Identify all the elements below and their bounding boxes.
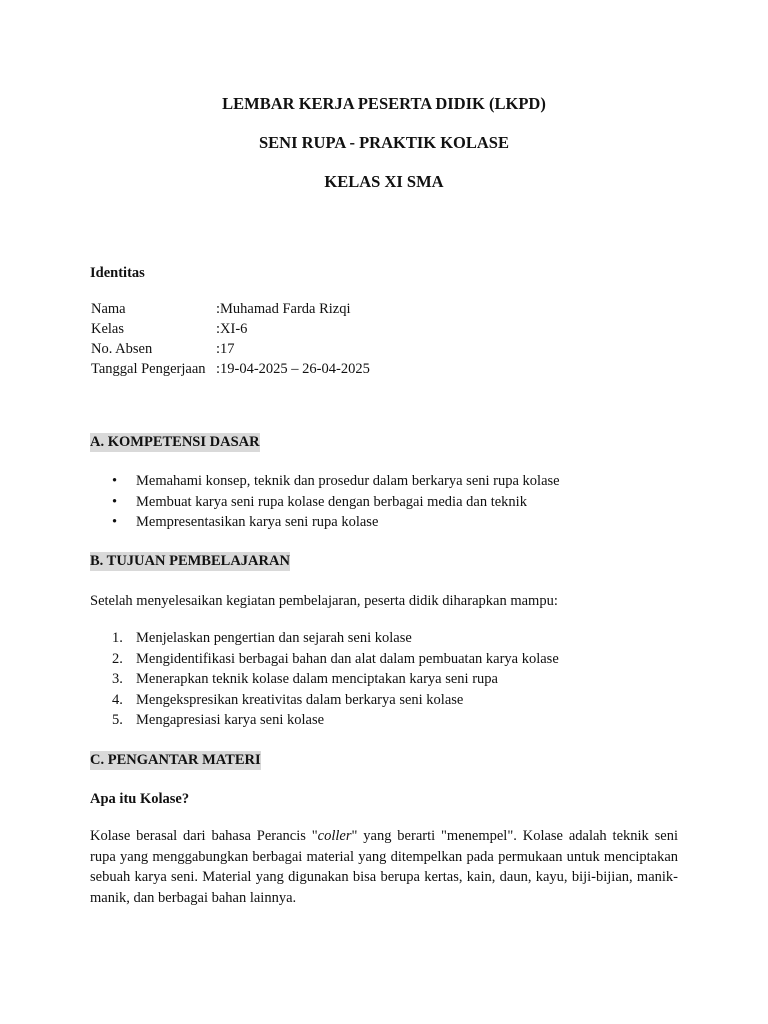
identitas-value: :19-04-2025 – 26-04-2025 [216, 361, 370, 377]
identitas-table [90, 299, 370, 379]
list-item-text: Menerapkan teknik kolase dalam menciptakan karya seni rupa [136, 671, 498, 687]
tujuan-list [90, 628, 559, 731]
identitas-row-kelas [90, 319, 370, 339]
paragraph-text-start: Kolase berasal dari bahasa Perancis " [90, 828, 318, 844]
list-item-text: Membuat karya seni rupa kolase dengan berbagai media dan teknik [136, 493, 527, 510]
kompetensi-list [90, 471, 560, 533]
identitas-row-tanggal [90, 359, 370, 379]
list-number: 4. [112, 691, 123, 708]
list-item-text: Mempresentasikan karya seni rupa kolase [136, 514, 379, 530]
section-b-heading [90, 551, 290, 571]
list-item [90, 492, 560, 513]
list-item [90, 512, 560, 533]
list-item [90, 710, 559, 731]
identitas-value: :17 [216, 341, 235, 357]
list-item-text: Mengekspresikan kreativitas dalam berkarya seni kolase [136, 691, 464, 708]
section-b-heading-text: B. TUJUAN PEMBELAJARAN [90, 553, 290, 569]
list-item [90, 471, 560, 492]
identitas-label: Tanggal Pengerjaan [91, 361, 206, 377]
list-item-text: Memahami konsep, teknik dan prosedur dalam berkarya seni rupa kolase [136, 473, 560, 489]
document-class-title: KELAS XI SMA [324, 172, 444, 191]
list-item [90, 628, 559, 649]
section-c-heading [90, 750, 261, 770]
list-item-text: Mengidentifikasi berbagai bahan dan alat dalam pembuatan karya kolase [136, 650, 559, 667]
identitas-value: :XI-6 [216, 321, 248, 337]
list-item [90, 649, 559, 670]
section-a-heading-text: A. KOMPETENSI DASAR [90, 434, 260, 450]
list-number: 1. [112, 630, 123, 646]
identitas-value: :Muhamad Farda Rizqi [216, 301, 351, 317]
kolase-subheading: Apa itu Kolase? [90, 791, 190, 807]
identitas-heading: Identitas [90, 265, 145, 281]
paragraph-italic-term: coller [317, 828, 352, 844]
bullet-icon: • [112, 493, 118, 510]
list-item [90, 669, 559, 690]
section-a-heading [90, 432, 260, 452]
list-item [90, 690, 559, 711]
list-number: 2. [112, 650, 123, 667]
paragraph-text-rest: " yang berarti "menempel". Kolase adalah teknik seni rupa yang menggabungkan berbagai material yang ditempelkan pada permukaan untuk menciptakan sebuah karya seni. Material yang digunakan bisa berupa kertas, kain, daun, kayu, biji-bijian, manik-manik, dan berbagai bahan lainnya. [90, 828, 678, 907]
identitas-row-nama [90, 299, 370, 319]
identitas-label: No. Absen [91, 341, 153, 357]
identitas-row-absen [90, 339, 370, 359]
tujuan-intro: Setelah menyelesaikan kegiatan pembelajaran, peserta didik diharapkan mampu: [90, 593, 558, 609]
identitas-label: Nama [91, 301, 126, 317]
list-number: 3. [112, 671, 123, 687]
section-c-heading-text: C. PENGANTAR MATERI [90, 752, 261, 768]
bullet-icon: • [112, 473, 118, 489]
kolase-paragraph [90, 826, 678, 909]
bullet-icon: • [112, 514, 118, 530]
list-item-text: Mengapresiasi karya seni kolase [136, 712, 325, 728]
document-title: LEMBAR KERJA PESERTA DIDIK (LKPD) [222, 94, 546, 113]
list-number: 5. [112, 712, 123, 728]
document-subtitle: SENI RUPA - PRAKTIK KOLASE [259, 133, 509, 152]
identitas-label: Kelas [91, 321, 125, 337]
list-item-text: Menjelaskan pengertian dan sejarah seni kolase [136, 630, 412, 646]
